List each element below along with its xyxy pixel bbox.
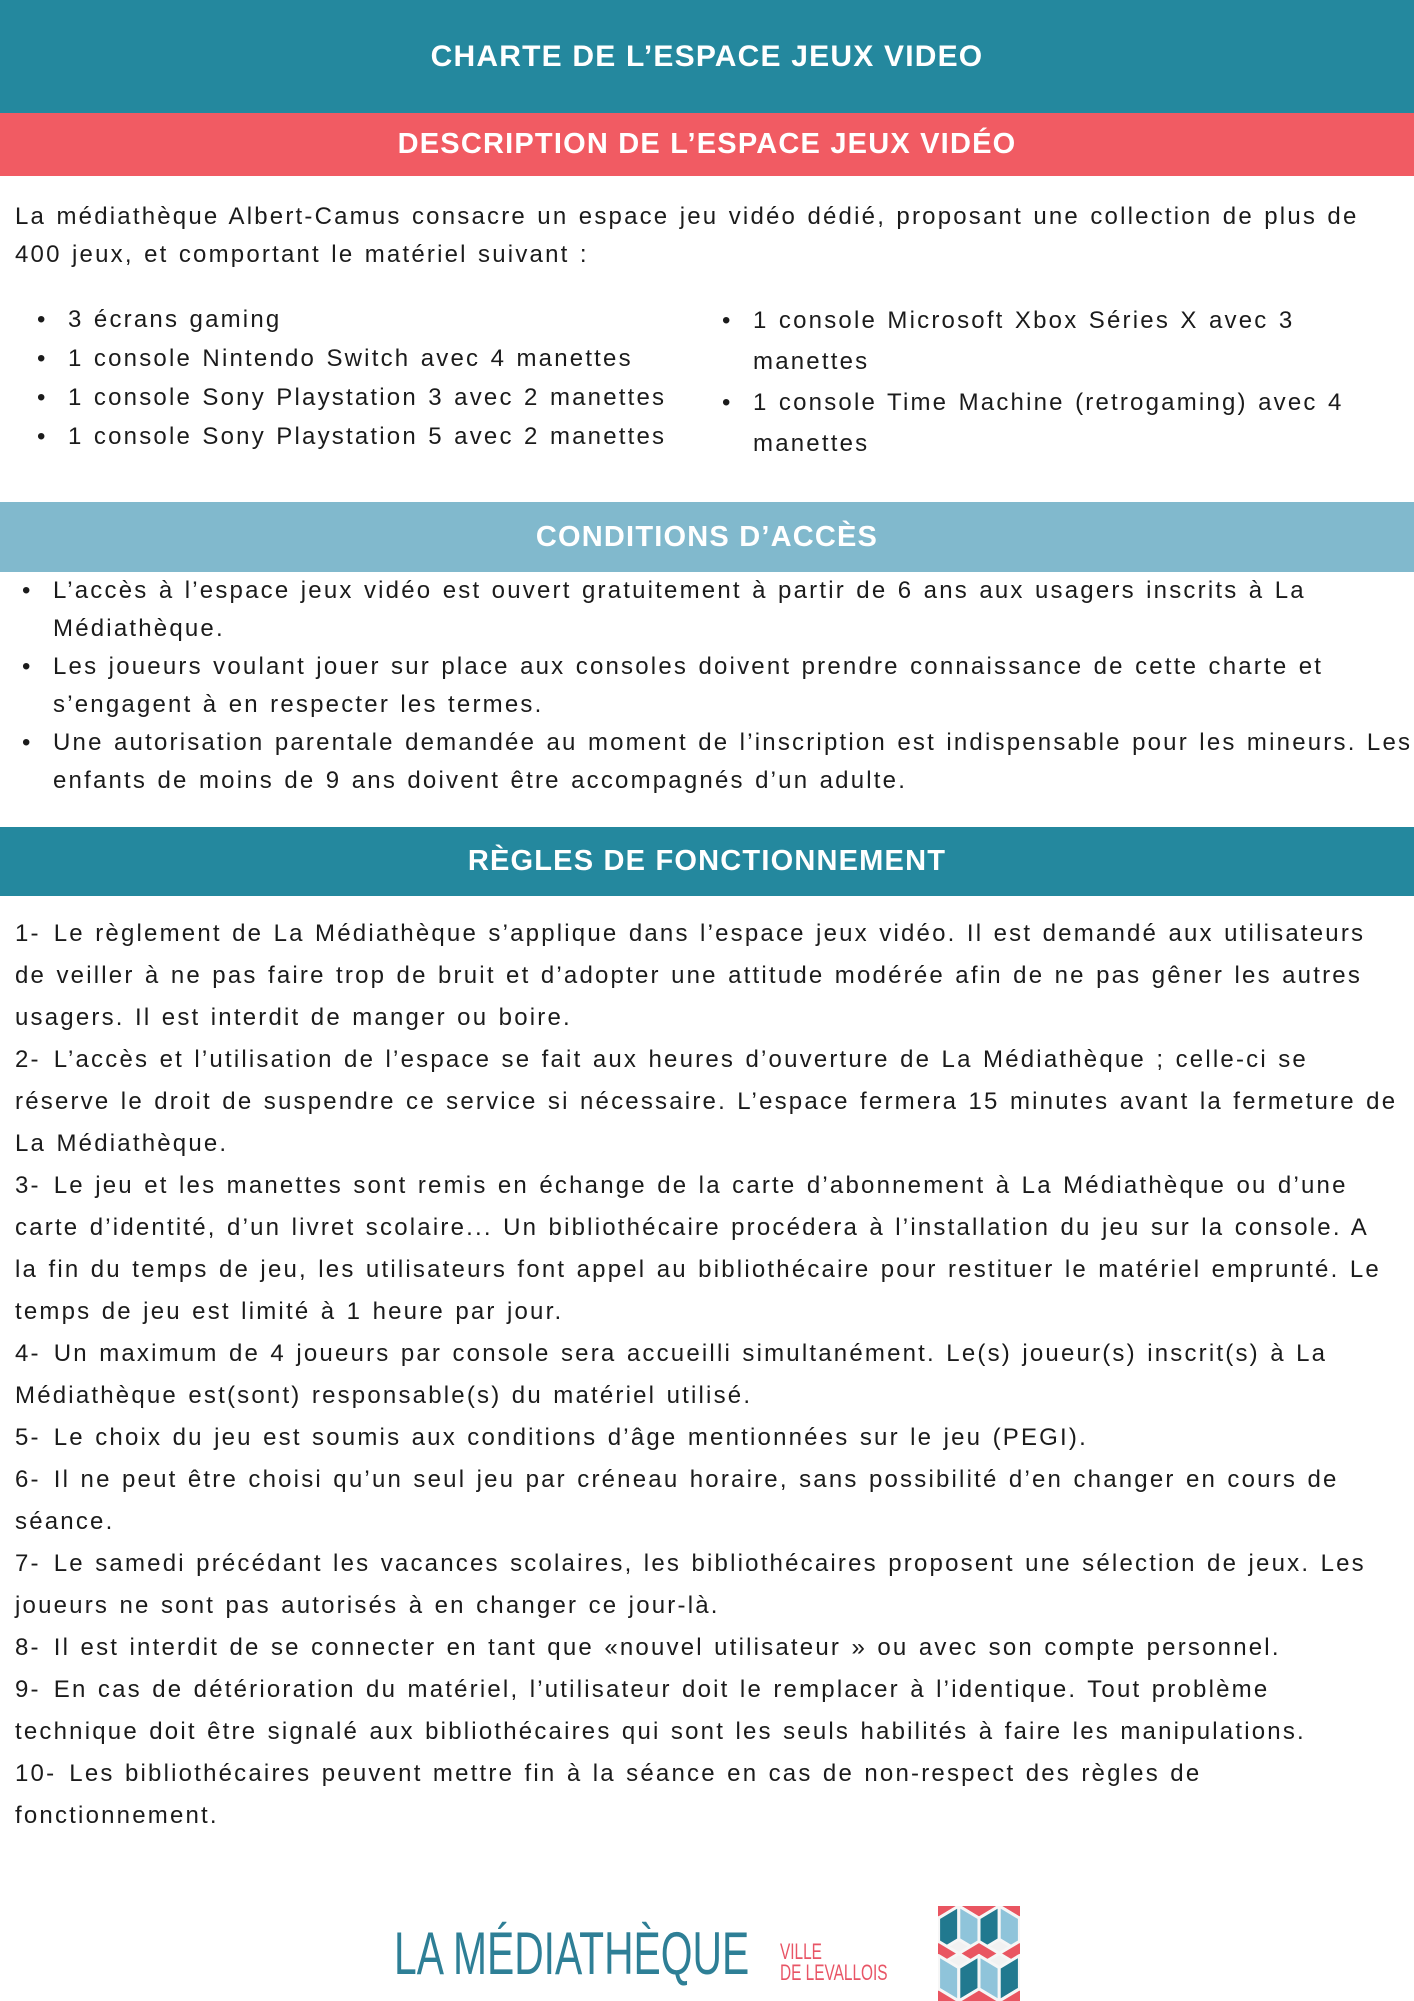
rule-number: 7- [15, 1550, 41, 1577]
rule-item [15, 1417, 1399, 1459]
rule-text: Le jeu et les manettes sont remis en échange de la carte d’abonnement à La Médiathèque ou d’une carte d’identité, d’un livret scolaire... Un bibliothécaire procédera à l’installation du jeu sur la console. A la fin du temps de jeu, les utilisateurs font appel au bibliothécaire pour restituer le matériel emprunté. Le temps de jeu est limité à 1 heure par jour. [15, 1172, 1381, 1325]
rule-text: Le samedi précédant les vacances scolaires, les bibliothécaires proposent une sélection de jeux. Les joueurs ne sont pas autorisés à en changer ce jour-là. [15, 1550, 1366, 1619]
rule-item [15, 913, 1399, 1039]
ville-label: VILLE [780, 1938, 822, 1964]
rule-item [15, 1753, 1399, 1837]
access-condition-item: • Les joueurs voulant jouer sur place aux consoles doivent prendre connaissance de cette charte et s’engagent à en respecter les termes. [0, 648, 1414, 724]
mediatheque-wordmark [394, 1919, 772, 1987]
levallois-cubes-icon [938, 1906, 1020, 2001]
rules-list [15, 913, 1399, 1837]
rule-text: Il ne peut être choisi qu’un seul jeu par créneau horaire, sans possibilité d’en changer en cours de séance. [15, 1466, 1339, 1535]
rule-item [15, 1627, 1399, 1669]
rule-text: L’accès et l’utilisation de l’espace se fait aux heures d’ouverture de La Médiathèque ; celle-ci se réserve le droit de suspendre ce service si nécessaire. L’espace fermera 15 minutes avant la fermeture de La Médiathèque. [15, 1046, 1398, 1157]
rules-heading: RÈGLES DE FONCTIONNEMENT [467, 845, 947, 877]
rule-text: Les bibliothécaires peuvent mettre fin à la séance en cas de non-respect des règles de fonctionnement. [15, 1760, 1202, 1829]
rule-item [15, 1333, 1399, 1417]
rule-number: 10- [15, 1760, 57, 1787]
equipment-list-left [15, 300, 700, 456]
rule-text: Un maximum de 4 joueurs par console sera accueilli simultanément. Le(s) joueur(s) inscrit(s) à La Médiathèque est(sont) responsable(s) du matériel utilisé. [15, 1340, 1328, 1409]
charter-title: CHARTE DE L’ESPACE JEUX VIDEO [430, 39, 984, 73]
ville-de-levallois-label [780, 1938, 920, 1985]
rule-number: 4- [15, 1340, 41, 1367]
rule-number: 9- [15, 1676, 41, 1703]
rule-text: En cas de détérioration du matériel, l’utilisateur doit le remplacer à l’identique. Tout problème technique doit être signalé aux bibliothécaires qui sont les seuls habilités à faire les manipulations. [15, 1676, 1306, 1745]
rule-number: 1- [15, 920, 41, 947]
rule-item [15, 1039, 1399, 1165]
equipment-item: • 1 console Time Machine (retrogaming) avec 4 manettes [700, 382, 1404, 464]
rules-heading-band [0, 827, 1414, 896]
equipment-item: • 1 console Sony Playstation 3 avec 2 manettes [15, 378, 700, 417]
rule-number: 8- [15, 1634, 41, 1661]
equipment-item: • 1 console Sony Playstation 5 avec 2 manettes [15, 417, 700, 456]
equipment-list-right [700, 300, 1404, 464]
rule-item [15, 1669, 1399, 1753]
equipment-columns [0, 300, 1414, 464]
equipment-item: • 3 écrans gaming [15, 300, 700, 339]
access-condition-item: • Une autorisation parentale demandée au moment de l’inscription est indispensable pour les mineurs. Les enfants de moins de 9 ans doivent être accompagnés d’un adulte. [0, 724, 1414, 800]
levallois-cubes-logo [938, 1906, 1020, 2001]
access-conditions-list [0, 572, 1414, 800]
equipment-column-right [700, 300, 1414, 464]
description-heading: DESCRIPTION DE L’ESPACE JEUX VIDÉO [397, 128, 1017, 160]
access-heading-band [0, 502, 1414, 572]
rule-item [15, 1459, 1399, 1543]
rule-item [15, 1543, 1399, 1627]
equipment-item: • 1 console Microsoft Xbox Séries X avec 3 manettes [700, 300, 1404, 382]
mediatheque-logo-lockup [0, 1907, 1414, 2000]
rule-number: 5- [15, 1424, 41, 1451]
equipment-item: • 1 console Nintendo Switch avec 4 manettes [15, 339, 700, 378]
equipment-column-left [0, 300, 700, 464]
rule-number: 3- [15, 1172, 41, 1199]
rule-item [15, 1165, 1399, 1333]
access-condition-item: • L’accès à l’espace jeux vidéo est ouvert gratuitement à partir de 6 ans aux usagers inscrits à La Médiathèque. [0, 572, 1414, 648]
rule-number: 2- [15, 1046, 41, 1073]
access-heading: CONDITIONS D’ACCÈS [535, 520, 879, 553]
rule-number: 6- [15, 1466, 41, 1493]
description-heading-band [0, 113, 1414, 176]
rule-text: Le choix du jeu est soumis aux conditions d’âge mentionnées sur le jeu (PEGI). [53, 1424, 1088, 1451]
de-levallois-label: DE LEVALLOIS [780, 1959, 888, 1985]
mediatheque-wordmark-text: LA MÉDIATHÈQUE [394, 1919, 750, 1987]
charter-title-band [0, 0, 1414, 113]
rule-text: Il est interdit de se connecter en tant que «nouvel utilisateur » ou avec son compte personnel. [53, 1634, 1281, 1661]
description-intro: La médiathèque Albert-Camus consacre un espace jeu vidéo dédié, proposant une collection de plus de 400 jeux, et comportant le matériel suivant : [15, 203, 1359, 268]
rule-text: Le règlement de La Médiathèque s’applique dans l’espace jeux vidéo. Il est demandé aux utilisateurs de veiller à ne pas faire trop de bruit et d’adopter une attitude modérée afin de ne pas gêner les autres usagers. Il est interdit de manger ou boire. [15, 920, 1366, 1031]
